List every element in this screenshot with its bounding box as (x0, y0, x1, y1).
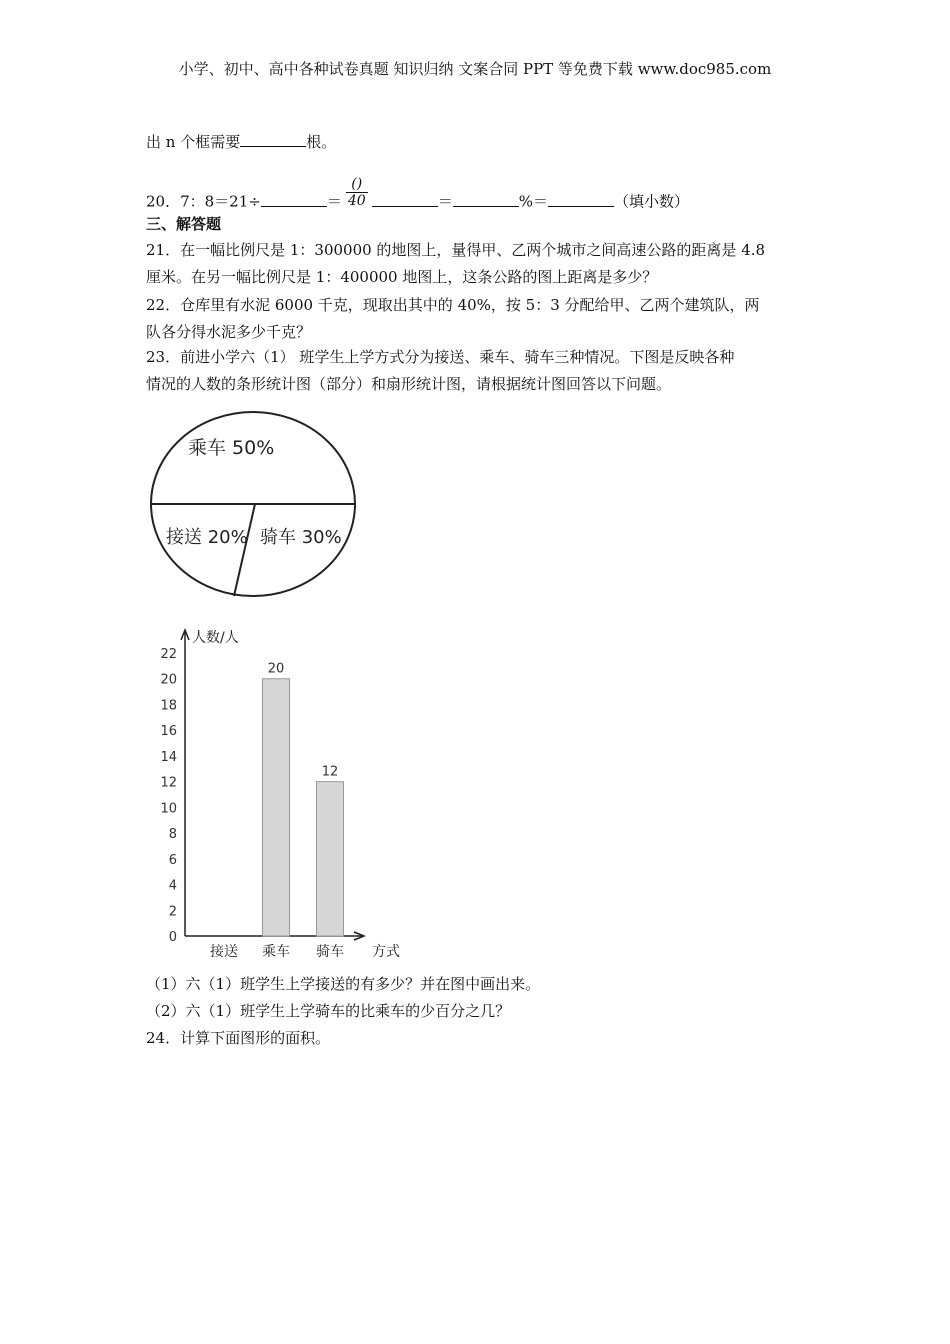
q20-eq-2: ＝ (437, 192, 453, 211)
fraction-denominator: 40 (347, 193, 366, 209)
bar-value-label: 12 (321, 764, 339, 780)
q22-line1: 22．仓库里有水泥 6000 千克，现取出其中的 40%，按 5：3 分配给甲、乙两个建筑队，两 (146, 296, 760, 314)
y-tick-label: 8 (168, 827, 177, 843)
y-tick-label: 22 (160, 647, 177, 662)
y-tick-label: 18 (160, 698, 177, 714)
q20-suffix: （填小数） (613, 192, 689, 211)
y-tick-label: 20 (160, 672, 177, 688)
q19-text: 出 n 个框需要 (146, 133, 241, 151)
bar-chart (150, 620, 420, 965)
q24: 24．计算下面图形的面积。 (146, 1029, 331, 1047)
x-tick-label: 骑车 (316, 944, 344, 960)
section-title: 三、解答题 (146, 215, 222, 233)
y-tick-label: 12 (160, 775, 177, 791)
q20-pct: %＝ (518, 192, 548, 211)
y-tick-label: 16 (160, 724, 177, 740)
y-tick-label: 4 (168, 878, 177, 894)
q23-sub2: （2）六（1）班学生上学骑车的比乘车的少百分之几？ (146, 1002, 511, 1020)
fraction (346, 176, 368, 209)
q20-eq: ＝ (326, 192, 342, 211)
q20-prefix: 20．7：8＝21÷ (146, 192, 261, 211)
blank (548, 194, 614, 207)
bar (317, 782, 344, 936)
y-axis-label: 人数/人 (192, 630, 239, 646)
pie-divider (234, 504, 255, 596)
blank (453, 194, 519, 207)
bar-value-label: 20 (267, 661, 285, 677)
pie-label-jie: 接送 20% (166, 527, 248, 548)
bar (263, 679, 290, 936)
page-header: 小学、初中、高中各种试卷真题 知识归纳 文案合同 PPT 等免费下载 www.doc985.com (178, 60, 772, 78)
y-tick-label: 10 (160, 801, 177, 817)
y-tick-label: 14 (160, 749, 177, 765)
pie-label-cheng: 乘车 50% (188, 437, 275, 459)
q21-line1: 21．在一幅比例尺是 1：300000 的地图上，量得甲、乙两个城市之间高速公路的距离是 4.8 (146, 241, 766, 259)
blank (240, 134, 306, 147)
pie-chart (140, 410, 370, 605)
y-tick-label: 2 (168, 904, 177, 920)
x-tick-label: 接送 (210, 944, 238, 960)
blank (261, 194, 327, 207)
q23-line1: 23．前进小学六（1） 班学生上学方式分为接送、乘车、骑车三种情况。下图是反映各种 (146, 348, 735, 366)
y-tick-label: 0 (168, 930, 177, 945)
x-tick-label: 乘车 (262, 944, 290, 960)
q19-tail (146, 131, 336, 152)
q19-end: 根。 (306, 133, 337, 151)
y-tick-label: 6 (168, 852, 177, 868)
blank (372, 194, 438, 207)
q22-line2: 队各分得水泥多少千克？ (146, 323, 312, 341)
q23-line2: 情况的人数的条形统计图（部分）和扇形统计图，请根据统计图回答以下问题。 (146, 375, 672, 393)
fraction-numerator: () (346, 176, 368, 193)
pie-label-qi: 骑车 30% (260, 527, 342, 548)
q20 (146, 176, 689, 219)
x-axis-label: 方式 (372, 944, 400, 960)
q21-line2: 厘米。在另一幅比例尺是 1：400000 地图上，这条公路的图上距离是多少？ (146, 268, 658, 286)
q23-sub1: （1）六（1）班学生上学接送的有多少？并在图中画出来。 (146, 975, 541, 993)
